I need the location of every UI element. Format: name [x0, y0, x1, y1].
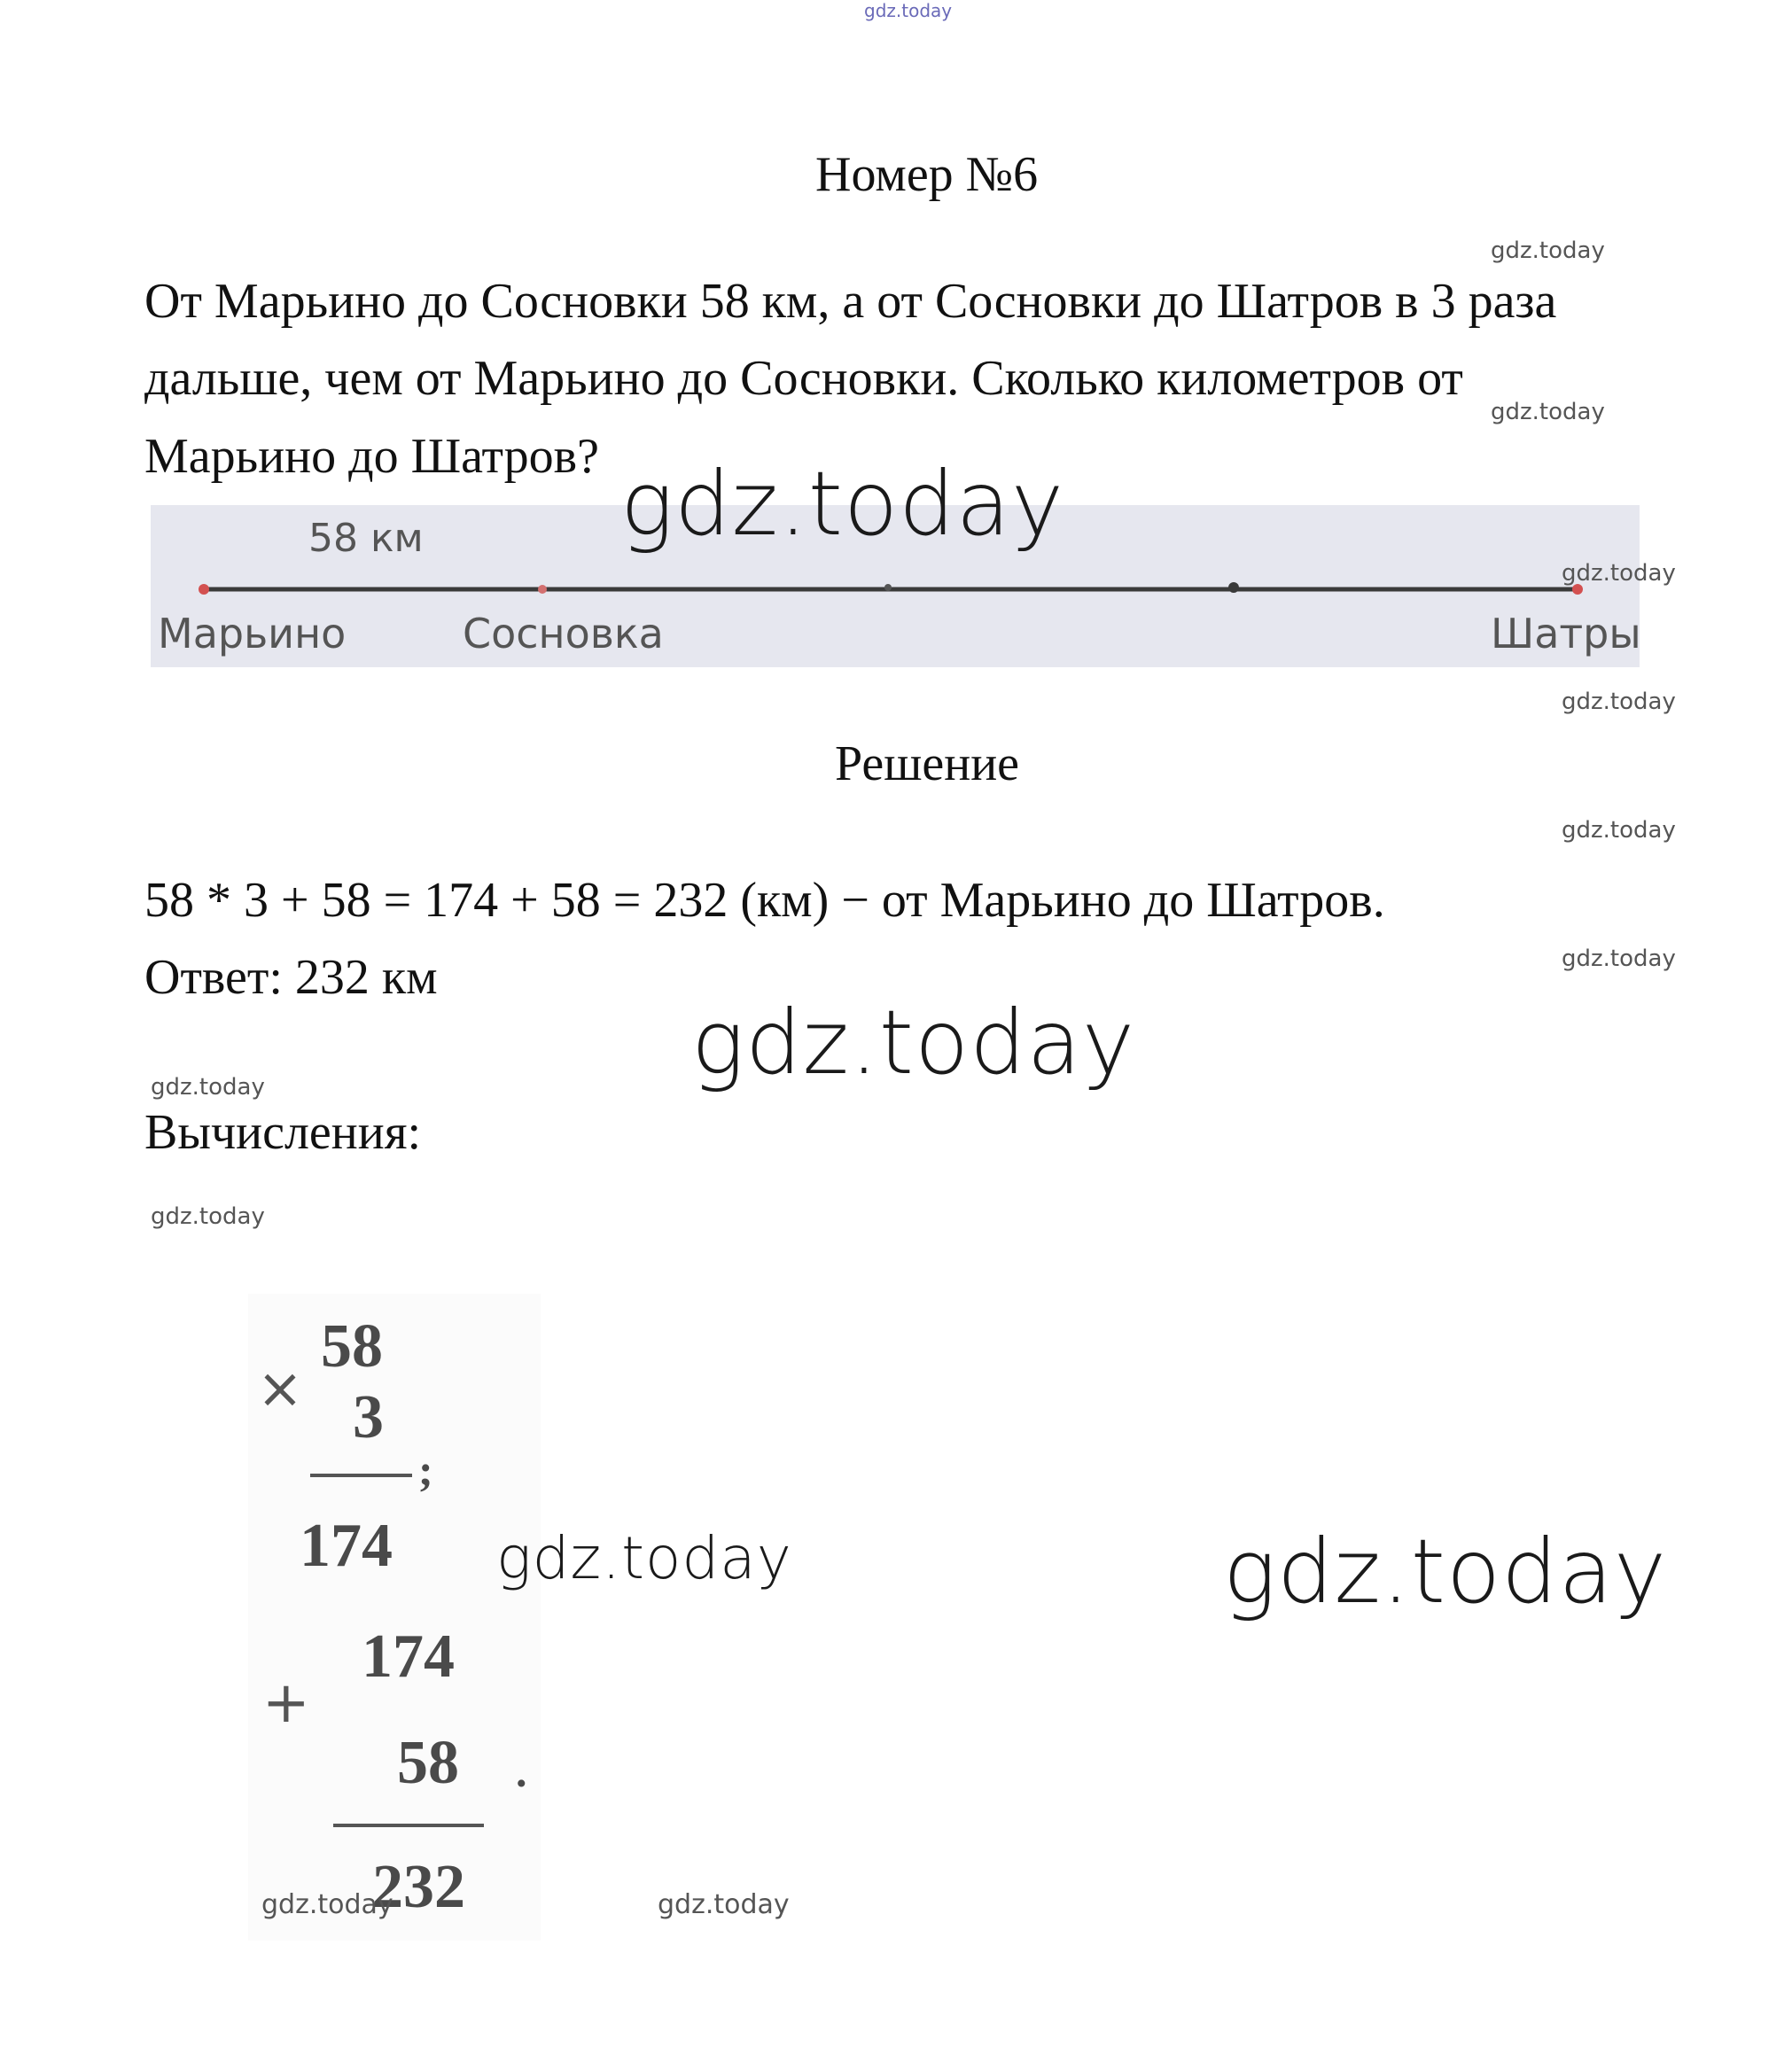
- add-end: .: [516, 1747, 527, 1796]
- mult-operand-a: 58: [321, 1312, 383, 1381]
- mult-operand-b: 3: [353, 1383, 384, 1451]
- add-line: [333, 1824, 484, 1827]
- page-title: Номер №6: [815, 147, 1039, 202]
- watermark-big-3: gdz.today: [496, 1524, 792, 1592]
- add-sign: +: [262, 1670, 310, 1736]
- mult-result: 174: [300, 1512, 393, 1580]
- calc-area: [248, 1294, 541, 1941]
- point-label-sosnovka: Сосновка: [463, 610, 664, 658]
- watermark-small-2: gdz.today: [1491, 399, 1605, 425]
- point-sosnovka: [538, 585, 547, 594]
- watermark-small-3: gdz.today: [1562, 560, 1676, 587]
- point-marino: [199, 584, 209, 595]
- top-watermark: gdz.today: [864, 0, 953, 21]
- point-label-marino: Марьино: [158, 610, 347, 658]
- watermark-small-5: gdz.today: [1562, 817, 1676, 844]
- distance-label: 58 км: [308, 516, 424, 561]
- watermark-big-4: gdz.today: [1223, 1520, 1668, 1623]
- watermark-small-1: gdz.today: [1491, 237, 1605, 264]
- watermark-big-2: gdz.today: [691, 991, 1136, 1094]
- watermark-small-7: gdz.today: [151, 1074, 265, 1101]
- add-operand-b: 58: [397, 1729, 459, 1797]
- problem-line-1: От Марьино до Сосновки 58 км, а от Сосновки до Шатров в 3 раза: [144, 274, 1557, 329]
- solution-heading: Решение: [835, 736, 1020, 791]
- watermark-small-9: gdz.today: [261, 1889, 393, 1920]
- watermark-small-8: gdz.today: [151, 1203, 265, 1230]
- point-label-shatry: Шатры: [1491, 610, 1641, 658]
- calc-heading: Вычисления:: [144, 1105, 422, 1160]
- tick-1: [884, 584, 892, 591]
- problem-line-2: дальше, чем от Марьино до Сосновки. Сколько километров от: [144, 351, 1463, 406]
- mult-sign: ×: [257, 1356, 303, 1420]
- add-operand-a: 174: [362, 1622, 455, 1691]
- answer-line: Ответ: 232 км: [144, 950, 438, 1005]
- watermark-small-6: gdz.today: [1562, 945, 1676, 972]
- tick-2: [1228, 582, 1239, 593]
- add-result: 232: [372, 1853, 465, 1921]
- watermark-big-1: gdz.today: [620, 452, 1065, 556]
- watermark-small-4: gdz.today: [1562, 689, 1676, 715]
- watermark-small-10: gdz.today: [658, 1889, 790, 1920]
- problem-line-3: Марьино до Шатров?: [144, 429, 599, 484]
- solution-line: 58 * 3 + 58 = 174 + 58 = 232 (км) − от Марьино до Шатров.: [144, 873, 1385, 928]
- mult-end: ;: [418, 1445, 433, 1495]
- mult-line: [310, 1474, 412, 1477]
